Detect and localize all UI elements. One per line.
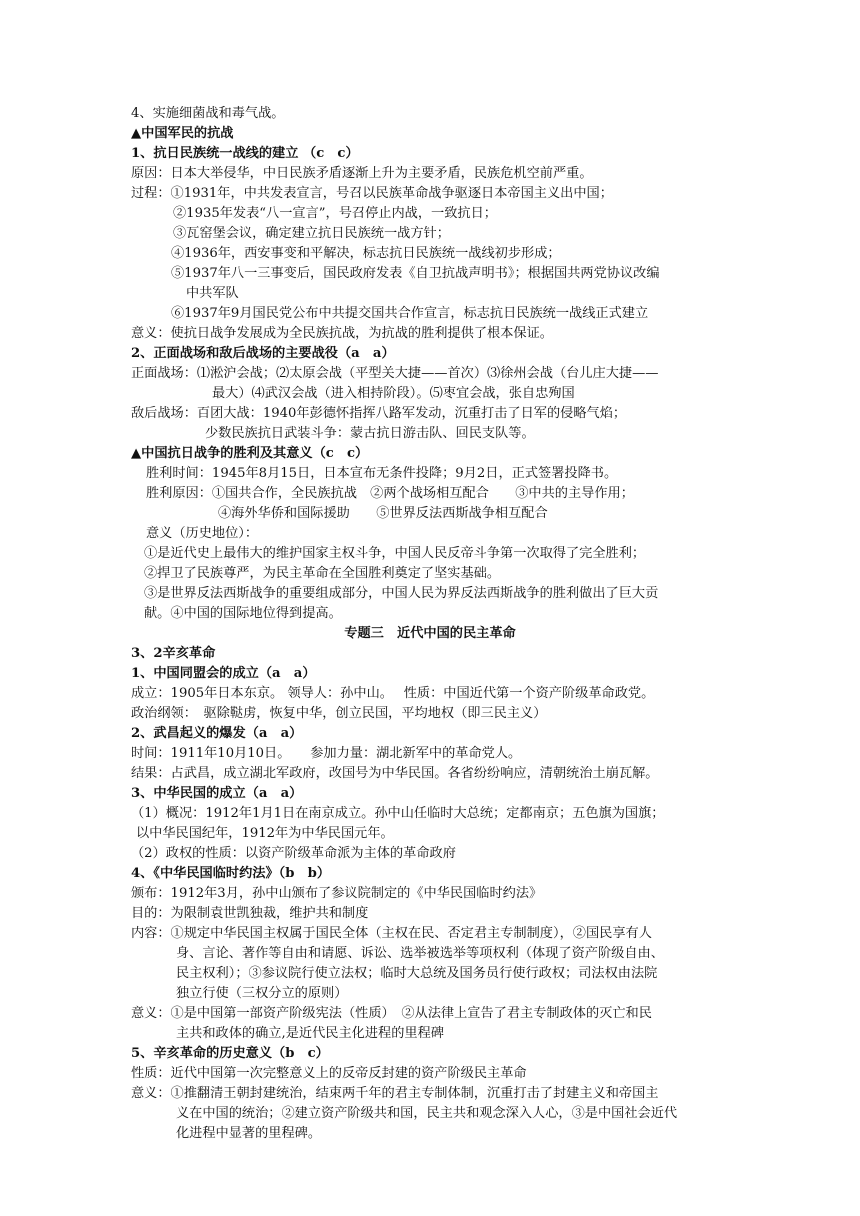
text-line: 时间：1911年10月10日。 参加力量：湖北新军中的革命党人。 (131, 746, 522, 761)
section-heading: 3、2辛亥革命 (131, 646, 216, 661)
text-line: 身、言论、著作等自由和请愿、诉讼、选举被选举等项权利（体现了资产阶级自由、 (176, 946, 664, 961)
text-line: ③瓦窑堡会议，确定建立抗日民族统一战方针； (173, 226, 450, 241)
text-line: 胜利原因：①国共合作，全民族抗战 ②两个战场相互配合 ③中共的主导作用； (146, 486, 634, 501)
text-line: 少数民族抗日武装斗争：蒙古抗日游击队、回民支队等。 (205, 426, 535, 441)
section-heading: ▲中国军民的抗战 (131, 126, 234, 141)
text-line: 最大）⑷武汉会战（进入相持阶段）。⑸枣宜会战，张自忠殉国 (212, 386, 575, 401)
text-line: 性质：近代中国第一次完整意义上的反帝反封建的资产阶级民主革命 (131, 1066, 527, 1081)
subsection-heading: 1、抗日民族统一战线的建立 （c c） (131, 146, 359, 161)
text-line: 原因：日本大举侵华，中日民族矛盾逐渐上升为主要矛盾，民族危机空前严重。 (131, 166, 593, 181)
chapter-title: 专题三 近代中国的民主革命 (344, 626, 516, 641)
text-line: ②1935年发表“八一宣言”，号召停止内战，一致抗日； (173, 206, 497, 221)
text-line: 颁布：1912年3月，孙中山颁布了参议院制定的《中华民国临时约法》 (131, 886, 543, 901)
text-line: 政治纲领： 驱除鞑虏，恢复中华，创立民国，平均地权（即三民主义） (131, 706, 547, 721)
text-line: 正面战场：⑴淞沪会战；⑵太原会战（平型关大捷——首次）⑶徐州会战（台儿庄大捷—— (131, 366, 659, 381)
subsection-heading: 1、中国同盟会的成立（a a） (131, 666, 316, 681)
text-line: ④海外华侨和国际援助 ⑤世界反法西斯战争相互配合 (218, 506, 548, 521)
text-line: 以中华民国纪年，1912年为中华民国元年。 (136, 826, 394, 841)
subsection-heading: 3、中华民国的成立（a a） (131, 786, 303, 801)
subsection-heading: 2、正面战场和敌后战场的主要战役（a a） (131, 346, 395, 361)
subsection-heading: 2、武昌起义的爆发（a a） (131, 726, 303, 741)
text-line: ①是近代史上最伟大的维护国家主权斗争，中国人民反帝斗争第一次取得了完全胜利； (144, 546, 646, 561)
text-line: 敌后战场：百团大战：1940年彭德怀指挥八路军发动，沉重打击了日军的侵略气焰； (131, 406, 627, 421)
section-heading: ▲中国抗日战争的胜利及其意义（c c） (131, 446, 369, 461)
text-line: 目的：为限制袁世凯独裁，维护共和制度 (131, 906, 369, 921)
text-line: 内容：①规定中华民国主权属于国民全体（主权在民、否定君主专制制度），②国民享有人 (131, 926, 652, 941)
text-line: 意义（历史地位）： (146, 526, 259, 541)
subsection-heading: 4、《中华民国临时约法》（b b） (131, 866, 331, 881)
text-line: 意义：使抗日战争发展成为全民族抗战，为抗战的胜利提供了根本保证。 (131, 326, 553, 341)
text-line: ⑤1937年八一三事变后，国民政府发表《自卫抗战声明书》；根据国共两党协议改编 (171, 266, 660, 281)
text-line: 意义：①推翻清王朝封建统治，结束两千年的君主专制体制，沉重打击了封建主义和帝国主 (131, 1086, 659, 1101)
text-line: 义在中国的统治；②建立资产阶级共和国，民主共和观念深入人心，③是中国社会近代 (176, 1106, 678, 1121)
text-line: 4、实施细菌战和毒气战。 (131, 106, 285, 121)
text-line: （1）概况：1912年1月1日在南京成立。孙中山任临时大总统；定都南京；五色旗为国旗； (131, 806, 665, 821)
text-line: 独立行使（三权分立的原则） (176, 986, 348, 1001)
text-line: （2）政权的性质：以资产阶级革命派为主体的革命政府 (131, 846, 456, 861)
text-line: 成立：1905年日本东京。 领导人：孙中山。 性质：中国近代第一个资产阶级革命政党。 (131, 686, 655, 701)
text-line: 胜利时间：1945年8月15日，日本宣布无条件投降；9月2日，正式签署投降书。 (146, 466, 618, 481)
text-line: ⑥1937年9月国民党公布中共提交国共合作宣言，标志抗日民族统一战线正式建立 (171, 306, 649, 321)
text-line: 中共军队 (186, 286, 239, 301)
text-line: ④1936年，西安事变和平解决，标志抗日民族统一战线初步形成； (171, 246, 561, 261)
text-line: 化进程中显著的里程碑。 (176, 1126, 322, 1141)
text-line: 结果：占武昌，成立湖北军政府，改国号为中华民国。各省纷纷响应，清朝统治土崩瓦解。 (131, 766, 659, 781)
subsection-heading: 5、辛亥革命的历史意义（b c） (131, 1046, 329, 1061)
text-line: 意义：①是中国第一部资产阶级宪法（性质） ②从法律上宣告了君主专制政体的灭亡和民 (131, 1006, 652, 1021)
text-line: ②捍卫了民族尊严，为民主革命在全国胜利奠定了坚实基础。 (144, 566, 501, 581)
text-line: 民主权利）；③参议院行使立法权；临时大总统及国务员行使行政权；司法权由法院 (176, 966, 658, 981)
text-line: 献。④中国的国际地位得到提高。 (144, 606, 342, 621)
text-line: 主共和政体的确立,是近代民主化进程的里程碑 (176, 1026, 444, 1041)
text-line: 过程：①1931年，中共发表宣言，号召以民族革命战争驱逐日本帝国主义出中国； (131, 186, 613, 201)
text-line: ③是世界反法西斯战争的重要组成部分，中国人民为界反法西斯战争的胜利做出了巨大贡 (144, 586, 659, 601)
